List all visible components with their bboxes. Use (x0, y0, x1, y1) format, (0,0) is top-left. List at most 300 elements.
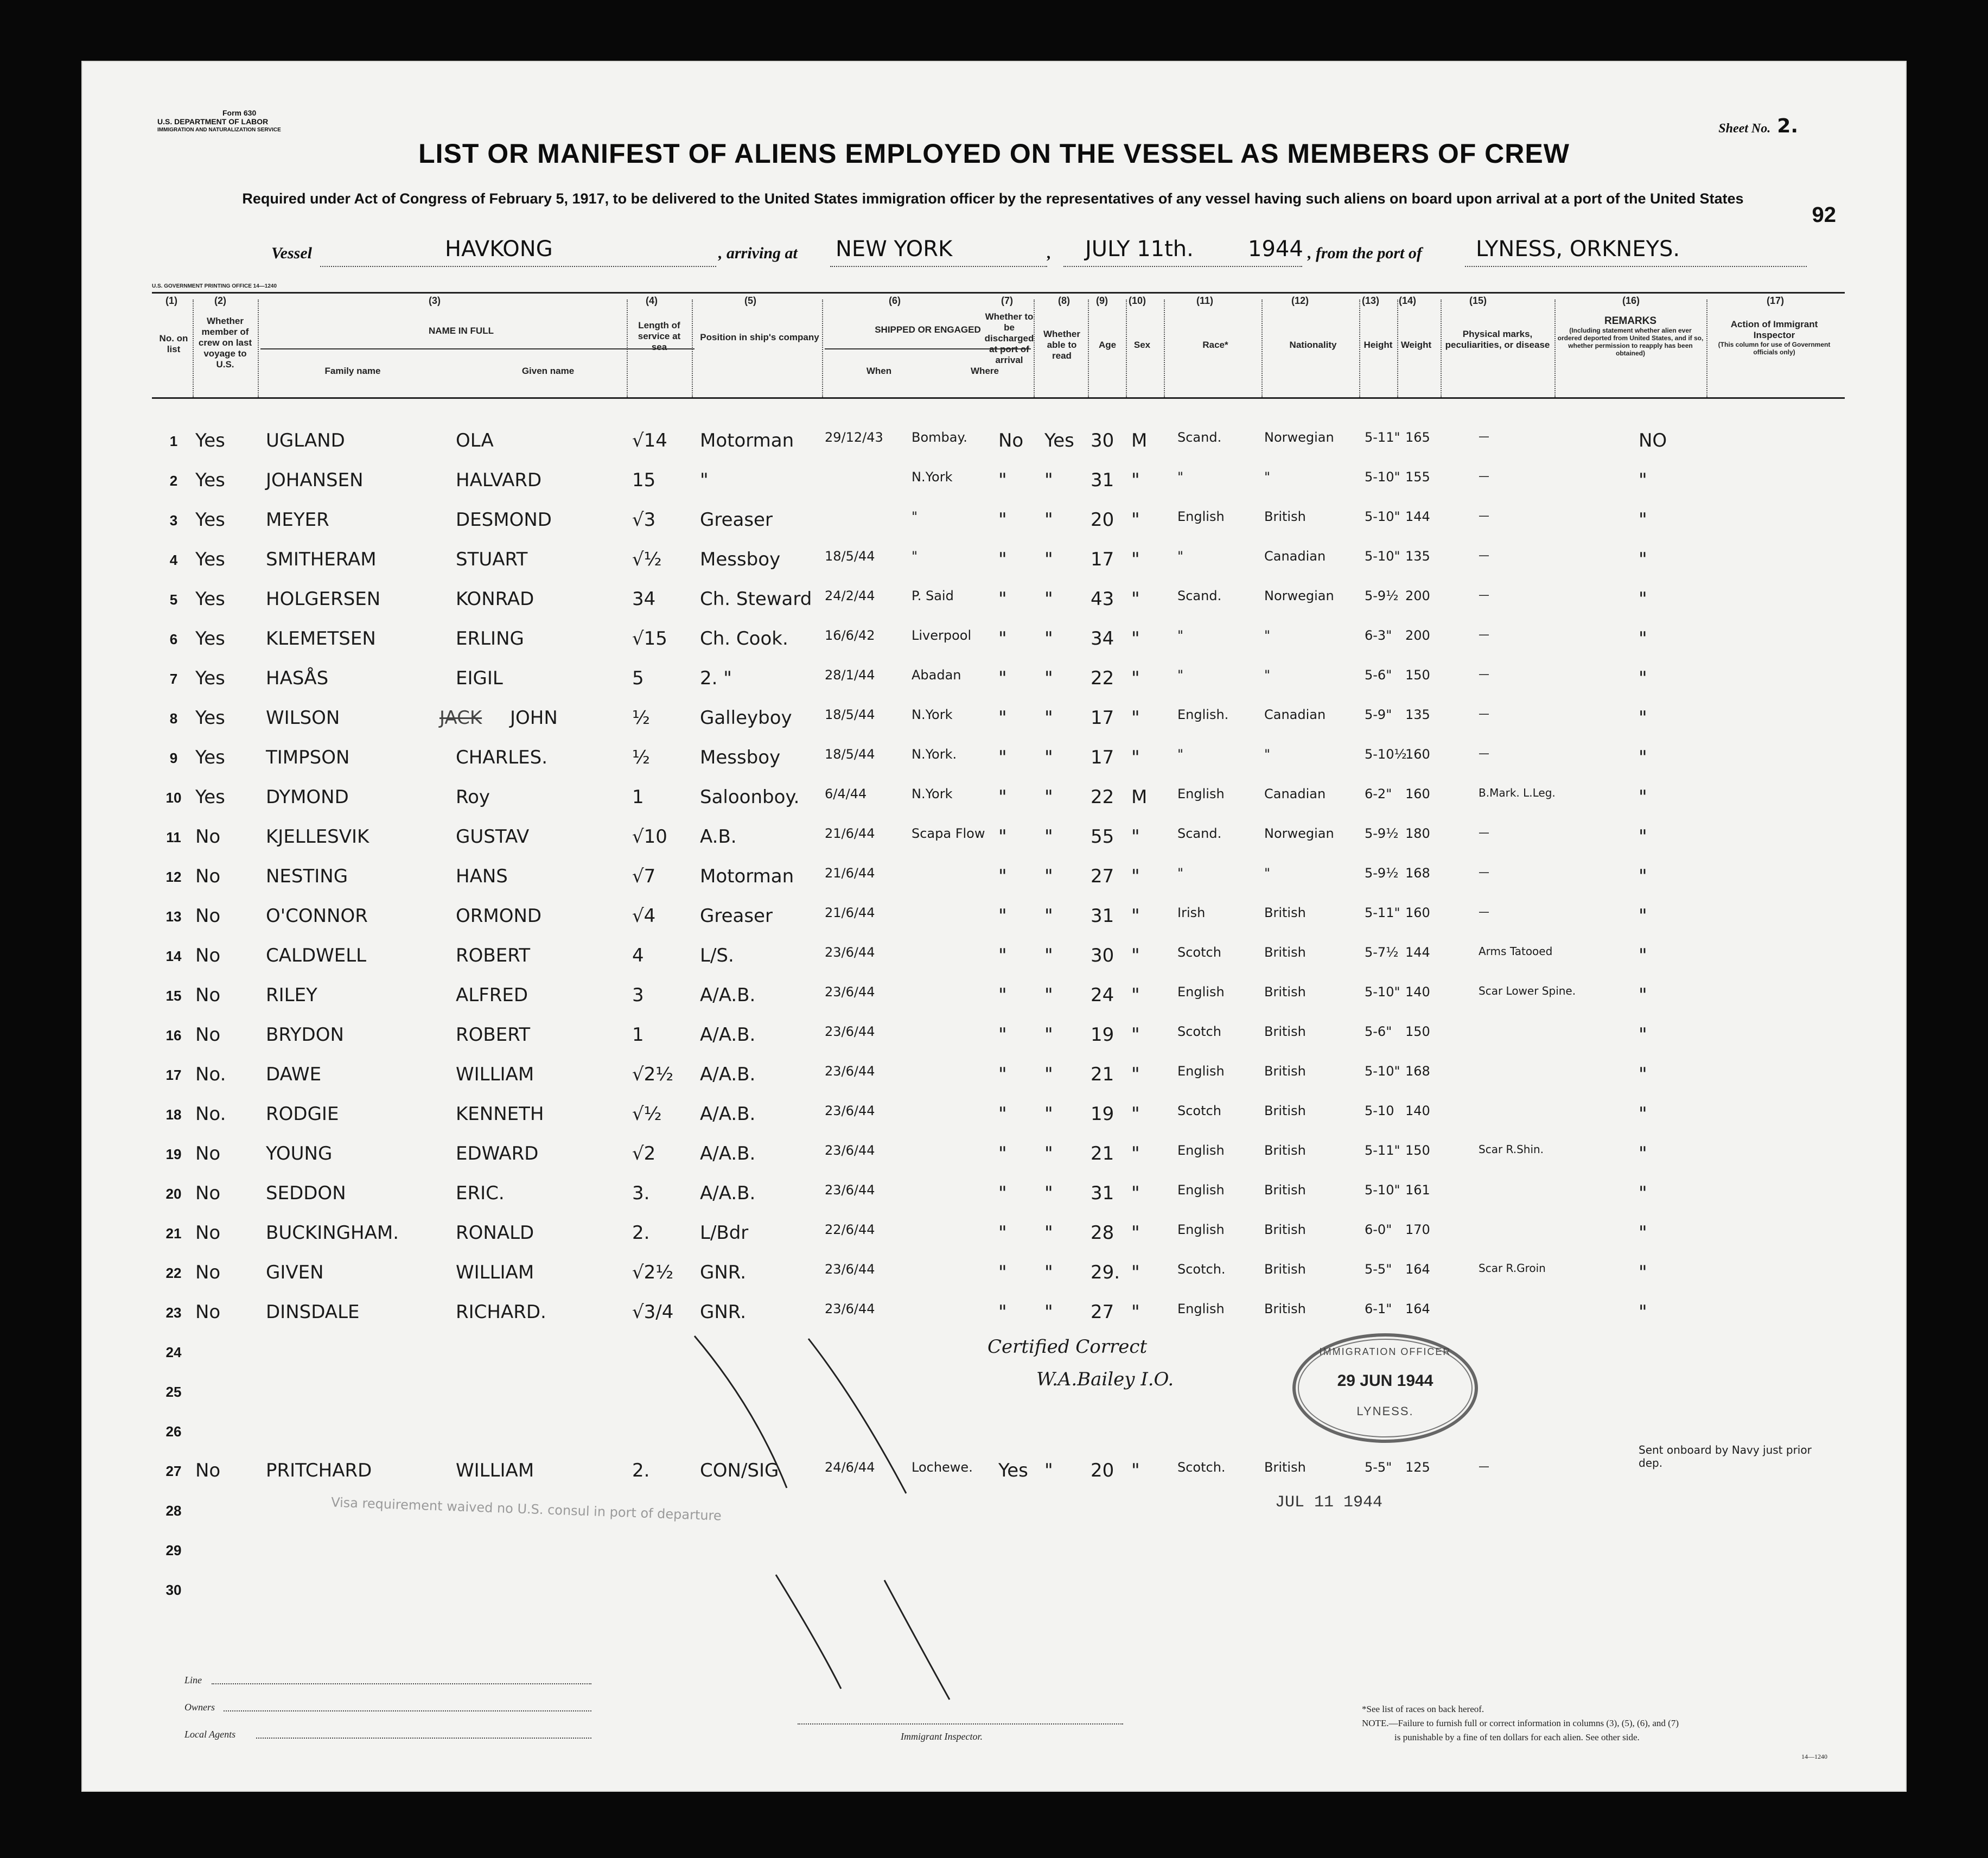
cell-position: Galleyboy (700, 707, 792, 729)
cell-marks: — (1479, 469, 1489, 482)
cell-when: 23/6/44 (825, 1301, 875, 1316)
col-header-read: Whether able to read (1043, 329, 1080, 361)
cell-position: A/A.B. (700, 1064, 756, 1085)
cell-discharged: " (998, 1143, 1007, 1165)
col-number: (12) (1291, 295, 1309, 306)
cell-nationality: British (1264, 1143, 1306, 1158)
agents-field (256, 1738, 591, 1739)
cell-given: KONRAD (456, 588, 534, 610)
cell-read: " (1044, 707, 1053, 729)
cell-height: 5-9½ (1365, 826, 1399, 841)
cell-race: Scotch (1177, 1103, 1221, 1118)
col-header-nationality: Nationality (1289, 340, 1337, 350)
col-number: (1) (165, 295, 177, 306)
date-separator: , (1047, 244, 1052, 262)
cell-prev: No (195, 1262, 221, 1283)
col-number: (8) (1058, 295, 1070, 306)
cell-age: 17 (1091, 549, 1114, 570)
cell-race: Irish (1177, 905, 1206, 920)
cell-given: HALVARD (456, 469, 542, 491)
cell-discharged: " (998, 1024, 1007, 1046)
cell-nationality: British (1264, 1182, 1306, 1198)
cell-remarks: " (1639, 1301, 1647, 1323)
arriving-label: , arriving at (718, 244, 798, 262)
cell-remarks: " (1639, 628, 1647, 650)
row-number: 18 (165, 1106, 182, 1123)
cell-weight: 164 (1405, 1262, 1430, 1277)
cell-age: 55 (1091, 826, 1114, 848)
cell-position: Ch. Steward (700, 588, 812, 610)
cell-given: GUSTAV (456, 826, 530, 848)
cell-nationality: Canadian (1264, 549, 1326, 564)
cell-when: 29/12/43 (825, 430, 883, 445)
cell-marks: — (1479, 866, 1489, 879)
cell-family: DINSDALE (266, 1301, 360, 1323)
cell-marks: Arms Tatooed (1479, 945, 1553, 958)
cell-given: WILLIAM (456, 1262, 534, 1283)
cell-weight: 168 (1405, 1064, 1430, 1079)
cell-read: " (1044, 1301, 1053, 1323)
cell-family: GIVEN (266, 1262, 324, 1283)
cell-family: RILEY (266, 984, 317, 1006)
col-number: (2) (214, 295, 226, 306)
arrival-date: JULY 11th. (1085, 237, 1194, 262)
cell-age: 22 (1091, 667, 1114, 689)
cell-given: ROBERT (456, 945, 531, 966)
cell-sex: " (1131, 1262, 1140, 1283)
cell-given: DESMOND (456, 509, 552, 531)
cell-nationality: British (1264, 1301, 1306, 1316)
cell-discharged: " (998, 1262, 1007, 1283)
service-name: IMMIGRATION AND NATURALIZATION SERVICE (157, 127, 281, 133)
cell-when: 23/6/44 (825, 1024, 875, 1039)
cell-where: " (912, 549, 918, 564)
cell-age: 19 (1091, 1103, 1114, 1125)
cell-age: 28 (1091, 1222, 1114, 1244)
cell-given: ROBERT (456, 1024, 531, 1046)
cell-position: A/A.B. (700, 984, 756, 1006)
cell-weight: 180 (1405, 826, 1430, 841)
cell-where: N.York (912, 469, 953, 485)
cell-read: " (1044, 1182, 1053, 1204)
cell-when: 24/2/44 (825, 588, 875, 603)
cell-when: 23/6/44 (825, 945, 875, 960)
cell-where: N.York (912, 786, 953, 801)
cell-marks: Scar R.Shin. (1479, 1143, 1544, 1156)
cell-race: Scand. (1177, 588, 1222, 603)
cell-height: 5-6" (1365, 1024, 1392, 1039)
cell-read: " (1044, 905, 1053, 927)
cell-service: 5 (632, 667, 644, 689)
row-number: 28 (165, 1503, 182, 1519)
cell-marks: — (1479, 747, 1489, 760)
cell-discharged: " (998, 747, 1007, 768)
cell-sex: " (1131, 866, 1140, 887)
cell-nationality: Norwegian (1264, 826, 1334, 841)
cell-weight: 144 (1405, 945, 1430, 960)
row-number: 4 (169, 552, 178, 568)
cell-weight: 160 (1405, 747, 1430, 762)
cell-race: Scand. (1177, 826, 1222, 841)
cell-weight: 164 (1405, 1301, 1430, 1316)
cell-discharged: " (998, 984, 1007, 1006)
cell-sex: " (1131, 469, 1140, 491)
cell-family: CALDWELL (266, 945, 367, 966)
cell-age: 17 (1091, 707, 1114, 729)
cell-nationality: " (1264, 667, 1271, 683)
cell-sex: " (1131, 707, 1140, 729)
col-number: (3) (429, 295, 441, 306)
cell-discharged: " (998, 1182, 1007, 1204)
cell-height: 5-10" (1365, 1182, 1400, 1198)
cell-marks: Scar Lower Spine. (1479, 984, 1576, 997)
row-number: 12 (165, 869, 182, 885)
cell-marks: — (1479, 628, 1489, 641)
cell-given: RONALD (456, 1222, 534, 1244)
cell-age: 21 (1091, 1143, 1114, 1165)
cell-read: " (1044, 1024, 1053, 1046)
cell-age: 31 (1091, 469, 1114, 491)
cell-service: 4 (632, 945, 644, 966)
cell-prev: No (195, 866, 221, 887)
col-header-no: No. on list (159, 333, 188, 354)
cell-marks: — (1479, 588, 1489, 601)
col-header-when: When (866, 366, 892, 376)
cancel-stroke (694, 1336, 787, 1488)
cell-service: 3 (632, 984, 644, 1006)
cell-discharged: " (998, 905, 1007, 927)
cell-read: " (1044, 1262, 1053, 1283)
cell-family: DAWE (266, 1064, 322, 1085)
cell-weight: 160 (1405, 905, 1430, 920)
remarks-subtitle: (Including statement whether alien ever ordered deported from United States, and if so, whether permission to reapply has been obtained) (1557, 327, 1704, 357)
col-number: (15) (1469, 295, 1487, 306)
cell-given: Roy (456, 786, 490, 808)
cell-when: 28/1/44 (825, 667, 875, 683)
cell-service: √2½ (632, 1064, 674, 1085)
cell-position: L/Bdr (700, 1222, 749, 1244)
cell-family: RODGIE (266, 1103, 339, 1125)
agents-label: Local Agents (184, 1729, 236, 1740)
cell-race: English (1177, 1222, 1225, 1237)
cell-nationality: Norwegian (1264, 430, 1334, 445)
visa-waiver-note: Visa requirement waived no U.S. consul in port of departure (330, 1494, 722, 1524)
row-number: 8 (169, 710, 178, 727)
row-number: 1 (169, 433, 178, 449)
cell-race: English (1177, 1064, 1225, 1079)
cell-height: 5-10" (1365, 469, 1400, 485)
row-number: 5 (169, 591, 178, 608)
cell-prev: No (195, 826, 221, 848)
col-number: (11) (1196, 295, 1214, 306)
cell-remarks: " (1639, 1222, 1647, 1244)
cell-race: " (1177, 469, 1184, 485)
cell-sex: " (1131, 509, 1140, 531)
cell-service: √3/4 (632, 1301, 674, 1323)
cell-family: TIMPSON (266, 747, 350, 768)
cell-service: 1 (632, 786, 644, 808)
cell-age: 29. (1091, 1262, 1120, 1283)
cell-age: 20 (1091, 509, 1114, 531)
cell-discharged: " (998, 1064, 1007, 1085)
cell-family: BRYDON (266, 1024, 344, 1046)
cell-weight: 125 (1405, 1460, 1430, 1475)
cell-remarks: " (1639, 826, 1647, 848)
cell-nationality: " (1264, 628, 1271, 643)
col-number: (14) (1399, 295, 1417, 306)
cell-age: 30 (1091, 945, 1114, 966)
row-number: 17 (165, 1067, 182, 1083)
row-number: 11 (166, 829, 181, 845)
cell-read: " (1044, 667, 1053, 689)
line-field (212, 1683, 591, 1684)
cell-prev: No (195, 945, 221, 966)
cell-position: Messboy (700, 549, 781, 570)
cell-service: ½ (632, 747, 650, 768)
cell-marks: — (1479, 667, 1489, 680)
cell-position: Greaser (700, 509, 773, 531)
cell-when: 23/6/44 (825, 1143, 875, 1158)
cell-read: " (1044, 826, 1053, 848)
owners-field (224, 1710, 591, 1711)
cell-marks: — (1479, 549, 1489, 562)
cell-remarks: " (1639, 588, 1647, 610)
cell-nationality: British (1264, 984, 1306, 1000)
cell-service: √½ (632, 1103, 662, 1125)
cell-family: HOLGERSEN (266, 588, 381, 610)
cell-weight: 150 (1405, 667, 1430, 683)
cell-weight: 150 (1405, 1024, 1430, 1039)
cell-marks: — (1479, 707, 1489, 720)
stamp-bottom-text: LYNESS. (1356, 1404, 1414, 1418)
cell-height: 6-0" (1365, 1222, 1392, 1237)
cell-marks: — (1479, 826, 1489, 839)
cell-read: " (1044, 549, 1053, 570)
cell-read: " (1044, 1143, 1053, 1165)
cell-prev: Yes (195, 549, 225, 570)
col-header-shipped: SHIPPED OR ENGAGED (875, 324, 981, 335)
cell-nationality: British (1264, 1460, 1306, 1475)
cell-position: Motorman (700, 866, 794, 887)
cell-race: English (1177, 1143, 1225, 1158)
cell-race: English. (1177, 707, 1229, 722)
cell-nationality: Norwegian (1264, 588, 1334, 603)
cell-given: HANS (456, 866, 508, 887)
cell-sex: M (1131, 430, 1148, 451)
cell-remarks: " (1639, 1103, 1647, 1125)
cell-when: 21/6/44 (825, 905, 875, 920)
cell-discharged: " (998, 866, 1007, 887)
cell-nationality: British (1264, 1262, 1306, 1277)
cell-prev: Yes (195, 667, 225, 689)
cell-discharged: " (998, 509, 1007, 531)
cell-discharged: " (998, 707, 1007, 729)
cell-marks: — (1479, 430, 1489, 443)
col-header-service: Length of service at sea (638, 320, 681, 352)
row-number: 30 (165, 1582, 182, 1598)
cell-prev: Yes (195, 430, 225, 451)
cell-race: Scotch. (1177, 1262, 1226, 1277)
cell-race: " (1177, 667, 1184, 683)
cell-height: 5-10 (1365, 1103, 1394, 1118)
cell-where: Scapa Flow (912, 826, 985, 841)
cell-service: √15 (632, 628, 667, 650)
cell-service: √2½ (632, 1262, 674, 1283)
cell-remarks: " (1639, 469, 1647, 491)
cell-remarks: " (1639, 1262, 1647, 1283)
cell-service: √2 (632, 1143, 656, 1165)
col-header-prev-voyage: Whether member of crew on last voyage to U.S. (198, 316, 252, 370)
cell-given: JOHN (510, 707, 558, 729)
cell-race: " (1177, 747, 1184, 762)
cell-prev: No (195, 984, 221, 1006)
cell-prev: Yes (195, 509, 225, 531)
cell-marks: B.Mark. L.Leg. (1479, 786, 1556, 799)
cell-prev: Yes (195, 588, 225, 610)
cell-when: 23/6/44 (825, 1103, 875, 1118)
cell-nationality: Canadian (1264, 786, 1326, 801)
cell-read: " (1044, 747, 1053, 768)
cell-position: A/A.B. (700, 1182, 756, 1204)
cell-given: RICHARD. (456, 1301, 546, 1323)
cell-given: WILLIAM (456, 1460, 534, 1481)
cell-race: Scand. (1177, 430, 1222, 445)
cell-family: MEYER (266, 509, 329, 531)
struck-given-name: JACK (439, 707, 482, 729)
cell-sex: " (1131, 1222, 1140, 1244)
cell-weight: 140 (1405, 984, 1430, 1000)
cell-service: 15 (632, 469, 656, 491)
cell-discharged: " (998, 1301, 1007, 1323)
cell-age: 31 (1091, 1182, 1114, 1204)
cell-height: 5-10½ (1365, 747, 1407, 762)
cell-when: 21/6/44 (825, 866, 875, 881)
page-number: 92 (1812, 203, 1836, 227)
cell-position: L/S. (700, 945, 734, 966)
stamp-date: 29 JUN 1944 (1337, 1372, 1433, 1390)
cell-given: EIGIL (456, 667, 503, 689)
cell-prev: No (195, 1301, 221, 1323)
cell-height: 5-10" (1365, 509, 1400, 524)
cell-prev: No (195, 905, 221, 927)
col-header-given: Given name (521, 366, 575, 376)
cell-position: 2. " (700, 667, 732, 689)
row-number: 2 (169, 473, 178, 489)
cell-sex: " (1131, 588, 1140, 610)
cell-height: 6-3" (1365, 628, 1392, 643)
cell-when: 18/5/44 (825, 707, 875, 722)
cell-height: 5-9½ (1365, 588, 1399, 603)
remarks-title: REMARKS (1604, 315, 1657, 327)
col-number: (9) (1096, 295, 1108, 306)
cell-race: English (1177, 1301, 1225, 1316)
form-code: 14—1240 (1801, 1753, 1827, 1760)
printing-mark: U.S. GOVERNMENT PRINTING OFFICE 14—1240 (152, 283, 277, 289)
cell-discharged: " (998, 667, 1007, 689)
row-number: 24 (165, 1344, 182, 1360)
cell-read: " (1044, 509, 1053, 531)
cell-nationality: British (1264, 509, 1306, 524)
cell-sex: " (1131, 905, 1140, 927)
cell-height: 5-7½ (1365, 945, 1399, 960)
cell-family: WILSON (266, 707, 340, 729)
cell-discharged: " (998, 1103, 1007, 1125)
cell-prev: No (195, 1182, 221, 1204)
row-number: 13 (165, 908, 182, 925)
cell-discharged: " (998, 628, 1007, 650)
cell-height: 5-5" (1365, 1262, 1392, 1277)
cell-nationality: British (1264, 945, 1306, 960)
row-number: 27 (165, 1463, 182, 1479)
cell-age: 27 (1091, 866, 1114, 887)
cell-remarks: " (1639, 905, 1647, 927)
row-number: 3 (169, 512, 178, 529)
cell-when: 22/6/44 (825, 1222, 875, 1237)
col-number: (7) (1001, 295, 1013, 306)
cell-weight: 160 (1405, 786, 1430, 801)
row-number: 25 (165, 1384, 182, 1400)
row-number: 21 (165, 1225, 182, 1242)
cell-position: Ch. Cook. (700, 628, 788, 650)
cell-remarks: " (1639, 786, 1647, 808)
cell-read: " (1044, 1103, 1053, 1125)
cell-age: 21 (1091, 1064, 1114, 1085)
cell-read: " (1044, 469, 1053, 491)
cell-remarks: " (1639, 667, 1647, 689)
cell-remarks: " (1639, 549, 1647, 570)
cell-discharged: " (998, 786, 1007, 808)
cell-where: P. Said (912, 588, 954, 603)
col-header-sex: Sex (1133, 340, 1151, 350)
row-number: 29 (165, 1542, 182, 1558)
cell-sex: " (1131, 747, 1140, 768)
arrival-port: NEW YORK (836, 237, 953, 262)
cell-height: 5-10" (1365, 549, 1400, 564)
row-number: 23 (165, 1305, 182, 1321)
cell-age: 20 (1091, 1460, 1114, 1481)
cancel-stroke (808, 1339, 906, 1493)
cell-family: SMITHERAM (266, 549, 377, 570)
cell-position: A/A.B. (700, 1024, 756, 1046)
cell-read: " (1044, 866, 1053, 887)
cancellation-strokes (81, 61, 1907, 1792)
inspector-label: Immigrant Inspector. (901, 1731, 983, 1742)
vessel-label: Vessel (271, 244, 312, 262)
cell-nationality: British (1264, 1064, 1306, 1079)
from-port-label: , from the port of (1308, 244, 1422, 262)
footnote-penalty-cont: is punishable by a fine of ten dollars for each alien. See other side. (1394, 1732, 1640, 1742)
col-header-height: Height (1363, 340, 1393, 350)
cell-discharged: " (998, 469, 1007, 491)
cell-height: 5-11" (1365, 1143, 1400, 1158)
cell-family: KJELLESVIK (266, 826, 369, 848)
cell-where: N.York (912, 707, 953, 722)
cell-height: 5-6" (1365, 667, 1392, 683)
cell-where: Liverpool (912, 628, 972, 643)
cell-weight: 144 (1405, 509, 1430, 524)
cell-age: 17 (1091, 747, 1114, 768)
cell-weight: 170 (1405, 1222, 1430, 1237)
cell-remarks: " (1639, 1064, 1647, 1085)
cell-height: 5-11" (1365, 430, 1400, 445)
department-name: U.S. DEPARTMENT OF LABOR (157, 117, 269, 126)
cell-position: A.B. (700, 826, 737, 848)
cell-discharged: " (998, 588, 1007, 610)
cell-race: English (1177, 1182, 1225, 1198)
cell-prev: No. (195, 1103, 226, 1125)
cell-height: 5-9" (1365, 707, 1392, 722)
cell-where: Bombay. (912, 430, 967, 445)
